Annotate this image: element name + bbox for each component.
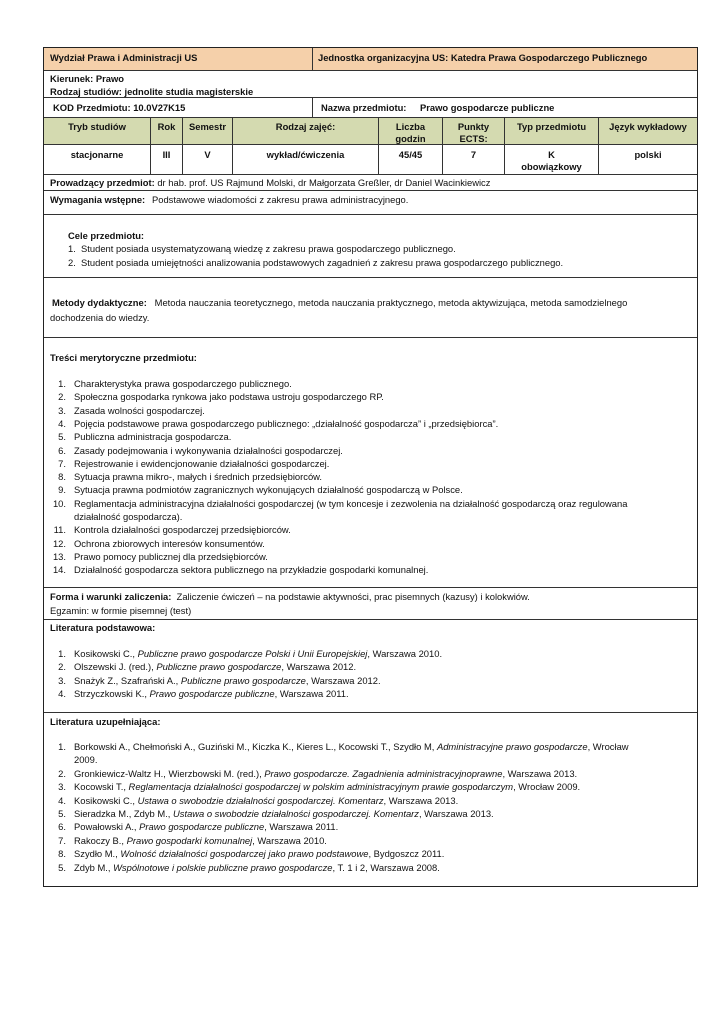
citation-number: 2. <box>58 661 66 673</box>
list-item-number: 6. <box>58 444 66 456</box>
th-semester: Semestr <box>182 118 232 144</box>
citation-text: Zdyb M., Wspólnotowe i polskie publiczne prawo gospodarcze, T. 1 i 2, Warszawa 2008. <box>74 861 440 873</box>
td-mode: stacjonarne <box>70 149 124 160</box>
citation-text: Powałowski A., Prawo gospodarcze publiczne, Warszawa 2011. <box>74 821 339 833</box>
citation-number: 3. <box>58 674 66 686</box>
list-item-number: 14. <box>52 564 66 576</box>
assessment-section <box>44 587 697 619</box>
methods-line-1: Metody dydaktyczne: Metoda nauczania teoretycznego, metoda nauczania praktycznego, metoda aktywizująca, metoda samodzielnego <box>52 297 628 308</box>
citation-text: Olszewski J. (red.), Publiczne prawo gospodarcze, Warszawa 2012. <box>74 661 357 673</box>
list-item-text: Sytuacja prawna mikro-, małych i średnich przedsiębiorców. <box>74 471 323 483</box>
td-course-type: K obowiązkowy <box>504 145 598 174</box>
list-item-text: Sytuacja prawna podmiotów zagranicznych wykonujących działalność gospodarczą w Polsce. <box>74 484 463 496</box>
unit-name: Jednostka organizacyjna US: Katedra Prawa Gospodarczego Publicznego <box>318 52 648 63</box>
td-ects: 7 <box>442 145 504 174</box>
citation-text: Rakoczy B., Prawo gospodarki komunalnej, Warszawa 2010. <box>74 834 327 846</box>
goals-title: Cele przedmiotu: <box>68 230 145 241</box>
list-item-number: 13. <box>52 550 66 562</box>
assessment-line: Forma i warunki zaliczenia: Zaliczenie ćwiczeń – na podstawie aktywności, prac pisemnych (kazusy) i kolokwiów. <box>50 591 530 602</box>
list-item-text: Publiczna administracja gospodarcza. <box>74 431 232 443</box>
th-hours: Liczba godzin <box>378 118 442 144</box>
citation-number: 1. <box>58 648 66 659</box>
course-name-cell <box>312 98 697 117</box>
list-item-text: Reglamentacja administracyjna działalności gospodarczej (w tym koncesje i zezwolenia na działalność gospodarczą oraz regulowana <box>74 497 628 509</box>
list-item-number: 11. <box>53 524 66 536</box>
list-item-number: 8. <box>58 471 66 483</box>
course-name-label: Nazwa przedmiotu: <box>321 102 407 113</box>
td-year: III <box>150 145 182 174</box>
citation-number: 2. <box>58 767 66 779</box>
lecturers: Prowadzący przedmiot: dr hab. prof. US Rajmund Molski, dr Małgorzata Greßler, dr Daniel Wacinkiewicz <box>50 177 491 188</box>
list-item-number: 4. <box>58 417 66 429</box>
list-item-text: Kontrola działalności gospodarczej przedsiębiorców. <box>74 524 291 536</box>
list-item-text: Charakterystyka prawa gospodarczego publicznego. <box>74 378 292 389</box>
prerequisites-value: Podstawowe wiadomości z zakresu prawa administracyjnego. <box>152 194 409 205</box>
methods-line-2: dochodzenia do wiedzy. <box>50 312 150 323</box>
citation-number: 4. <box>58 688 66 700</box>
exam-line: Egzamin: w formie pisemnej (test) <box>50 605 192 616</box>
td-class-type: wykład/ćwiczenia <box>232 145 378 174</box>
citation-text: 2009. <box>74 754 98 766</box>
citation-text: Strzyczkowski K., Prawo gospodarcze publiczne, Warszawa 2011. <box>74 688 349 700</box>
direction-text: Kierunek: Prawo <box>50 73 124 84</box>
list-item-text: Prawo pomocy publicznej dla przedsiębiorców. <box>74 550 268 562</box>
td-semester: V <box>182 145 232 174</box>
list-item-number: 9. <box>58 484 66 496</box>
prerequisites-row <box>44 190 697 214</box>
table-header-row <box>44 117 697 144</box>
course-code-cell <box>44 98 312 117</box>
citation-text: Kosikowski C., Ustawa o swobodzie działalności gospodarczej. Komentarz, Warszawa 2013. <box>74 794 459 806</box>
th-language: Język wykładowy <box>598 118 697 144</box>
citation-number: 5. <box>58 808 66 819</box>
goal-1: 1. Student posiada usystematyzowaną wiedzę z zakresu prawa gospodarczego publicznego. <box>68 243 456 254</box>
td-hours: 45/45 <box>378 145 442 174</box>
list-item-text: Społeczna gospodarka rynkowa jako podstawa ustroju gospodarczego RP. <box>74 391 384 403</box>
table-values-row <box>44 144 697 174</box>
goal-2: 2. Student posiada umiejętności analizowania podstawowych zagadnień z zakresu prawa gospodarczego publicznego. <box>68 257 564 268</box>
citation-number: 3. <box>58 781 66 793</box>
citation-number: 4. <box>58 794 66 806</box>
citation-text: Gronkiewicz-Waltz H., Wierzbowski M. (red.), Prawo gospodarcze. Zagadnienia administracyjnoprawne, Warszawa 2013. <box>74 767 578 779</box>
th-class-type: Rodzaj zajęć: <box>232 118 378 144</box>
content-section <box>44 337 697 587</box>
course-code: KOD Przedmiotu: 10.0V27K15 <box>53 102 186 113</box>
supplementary-literature-title: Literatura uzupełniająca: <box>50 716 161 727</box>
citation-text: Snażyk Z., Szafrański A., Publiczne prawo gospodarcze, Warszawa 2012. <box>74 674 381 686</box>
methods-section <box>44 277 697 337</box>
basic-literature-section <box>44 619 697 712</box>
list-item-text: Pojęcia podstawowe prawa gospodarczego publicznego: „działalność gospodarcza” i „przedsiębiorca”. <box>74 417 499 429</box>
citation-text: Sieradzka M., Zdyb M., Ustawa o swobodzie działalności gospodarczej. Komentarz, Warszawa 2013. <box>74 808 494 819</box>
list-item-text: działalność gospodarcza). <box>74 511 183 522</box>
supplementary-literature-section <box>44 712 697 886</box>
goals-section <box>44 214 697 277</box>
th-course-type: Typ przedmiotu <box>504 118 598 144</box>
citation-number: 5. <box>58 861 66 873</box>
citation-number: 1. <box>58 741 66 752</box>
content-title: Treści merytoryczne przedmiotu: <box>50 352 197 363</box>
td-language: polski <box>598 145 697 174</box>
citation-text: Borkowski A., Chełmoński A., Guziński M., Kiczka K., Kieres L., Kocowski T., Szydło M, Administracyjne prawo gospodarcze, Wrocław <box>74 741 629 752</box>
citation-number: 8. <box>58 848 66 860</box>
citation-number: 7. <box>58 834 66 846</box>
faculty-cell <box>44 48 312 70</box>
list-item-number: 3. <box>58 404 66 416</box>
course-name-value: Prawo gospodarcze publiczne <box>420 102 555 113</box>
list-item-number: 1. <box>58 378 66 389</box>
citation-text: Szydło M., Wolność działalności gospodarczej jako prawo podstawowe, Bydgoszcz 2011. <box>74 848 445 860</box>
lecturers-row <box>44 174 697 190</box>
course-syllabus <box>43 47 698 887</box>
th-ects: Punkty ECTS: <box>442 118 504 144</box>
list-item-number: 2. <box>58 391 66 403</box>
study-type-text: Rodzaj studiów: jednolite studia magisterskie <box>50 86 254 97</box>
th-year: Rok <box>150 118 182 144</box>
citation-text: Kosikowski C., Publiczne prawo gospodarcze Polski i Unii Europejskiej, Warszawa 2010. <box>74 648 443 659</box>
basic-literature-title: Literatura podstawowa: <box>50 622 156 633</box>
faculty-name: Wydział Prawa i Administracji US <box>50 52 198 63</box>
list-item-text: Zasada wolności gospodarczej. <box>74 404 205 416</box>
list-item-number: 12. <box>52 537 66 549</box>
list-item-number: 10. <box>52 497 66 509</box>
list-item-number: 5. <box>58 431 66 443</box>
list-item-text: Zasady podejmowania i wykonywania działalności gospodarczej. <box>74 444 343 456</box>
list-item-text: Rejestrowanie i ewidencjonowanie działalności gospodarczej. <box>74 457 330 469</box>
unit-cell <box>312 48 697 70</box>
list-item-number: 7. <box>58 457 66 469</box>
list-item-text: Działalność gospodarcza sektora publicznego na przykładzie gospodarki komunalnej. <box>74 564 429 576</box>
course-row <box>44 97 697 117</box>
program-row <box>44 70 697 97</box>
th-mode: Tryb studiów <box>68 121 126 132</box>
header-row <box>44 48 697 70</box>
prerequisites-label: Wymagania wstępne: <box>50 194 146 205</box>
citation-number: 6. <box>58 821 66 833</box>
citation-text: Kocowski T., Reglamentacja działalności gospodarczej w polskim administracyjnym prawie gospodarczym, Wrocław 2009. <box>74 781 581 793</box>
list-item-text: Ochrona zbiorowych interesów konsumentów. <box>74 537 265 549</box>
